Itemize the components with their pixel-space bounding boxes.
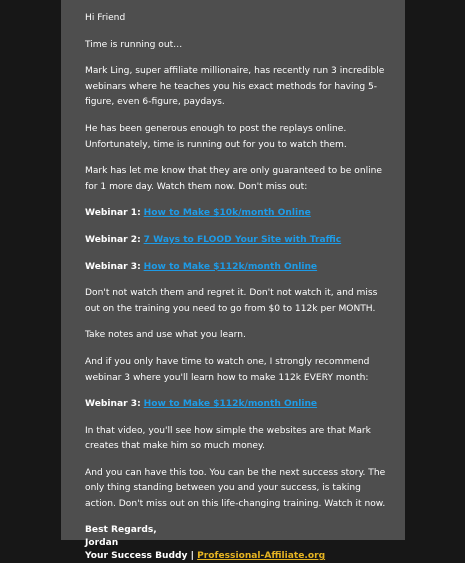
email-body — [61, 0, 405, 562]
webinar-2-label: Webinar 2: — [85, 234, 141, 245]
paragraph-deadline: Mark has let me know that they are only guaranteed to be online for 1 more day. Watch them now. Don't miss out: — [85, 166, 383, 192]
webinar-1-line — [85, 206, 391, 222]
webinar-3-line — [85, 260, 391, 276]
signature-title-line — [85, 550, 391, 563]
paragraph-call-to-action: And you can have this too. You can be the next success story. The only thing standing between you and your success, is taking action. Don't miss out on this life-changing training. Watch it now. — [85, 467, 386, 510]
paragraph-video: In that video, you'll see how simple the websites are that Mark creates that make him so much money. — [85, 425, 371, 452]
webinar-2-link[interactable]: 7 Ways to FLOOD Your Site with Traffic — [143, 234, 342, 245]
paragraph-webinars-intro: Mark Ling, super affiliate millionaire, has recently run 3 incredible webinars where he teaches you his exact methods for having 5-figure, even 6-figure, paydays. — [85, 66, 385, 108]
featured-webinar-label: Webinar 3: — [85, 399, 141, 410]
signature-closing: Best Regards, — [85, 524, 157, 535]
featured-webinar-line — [85, 397, 391, 413]
greeting: Hi Friend — [85, 13, 126, 23]
paragraph-notes: Take notes and use what you learn. — [85, 330, 246, 341]
webinar-2-line — [85, 233, 391, 249]
webinar-3-label: Webinar 3: — [85, 261, 141, 272]
paragraph-recommend: And if you only have time to watch one, I strongly recommend webinar 3 where you'll learn how to make 112k EVERY month: — [85, 356, 370, 383]
signature-name: Jordan — [85, 537, 119, 548]
paragraph-replays: He has been generous enough to post the replays online. Unfortunately, time is running out for you to watch them. — [85, 123, 347, 150]
webinar-1-label: Webinar 1: — [85, 208, 141, 219]
paragraph-regret: Don't not watch them and regret it. Don't not watch it, and miss out on the training you need to go from $0 to 112k per MONTH. — [85, 288, 378, 314]
signature-title: Your Success Buddy | — [85, 551, 194, 562]
webinar-3-link[interactable]: How to Make $112k/month Online — [143, 261, 318, 272]
intro-line: Time is running out… — [85, 39, 183, 50]
signature-site-link[interactable]: Professional-Affiliate.org — [197, 551, 326, 562]
signature — [85, 524, 391, 563]
webinar-1-link[interactable]: How to Make $10k/month Online — [143, 208, 311, 219]
featured-webinar-link[interactable]: How to Make $112k/month Online — [143, 399, 318, 410]
